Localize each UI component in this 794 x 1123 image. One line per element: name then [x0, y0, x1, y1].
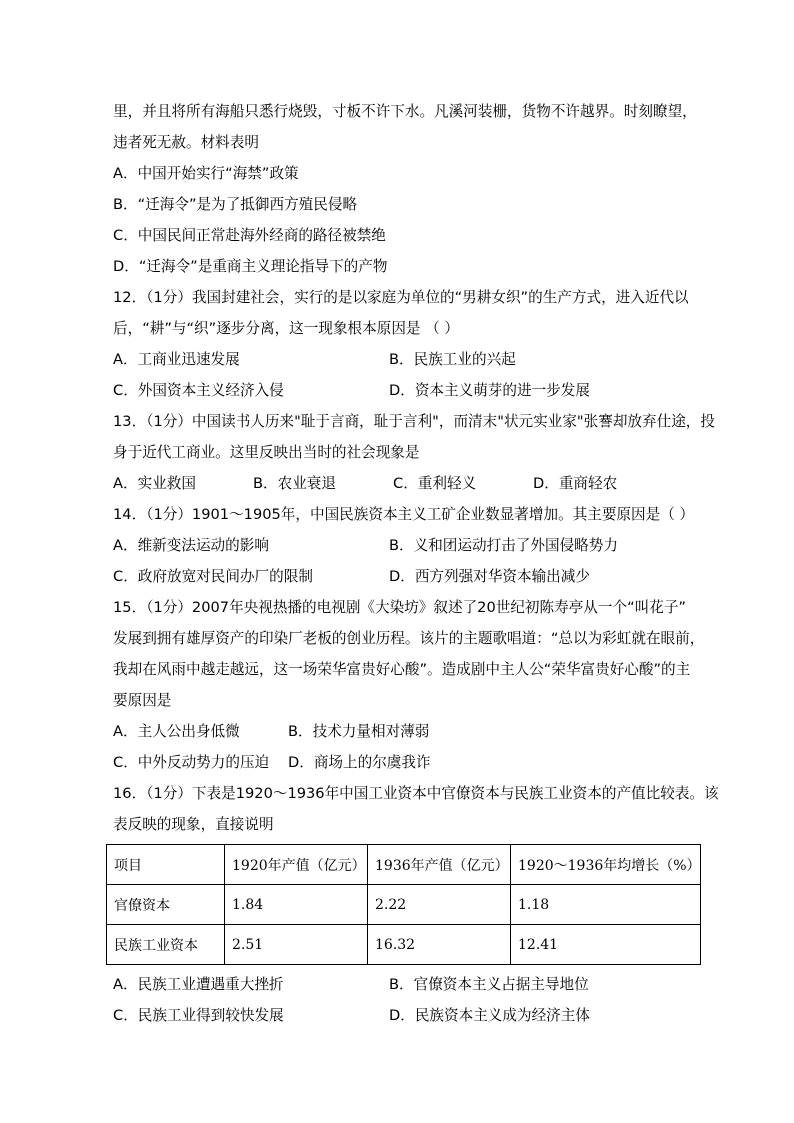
option-b: B．技术力量相对薄弱: [288, 723, 430, 740]
option-d: D．西方列强对华资本输出减少: [389, 568, 590, 585]
question-stem-line: 发展到拥有雄厚资产的印染厂老板的创业历程。该片的主题歌唱道：“总以为彩虹就在眼前，: [113, 630, 705, 647]
option-row: [113, 530, 703, 561]
option-b: B．“迁海令”是为了抵御西方殖民侵略: [113, 196, 358, 213]
option-c: C．中外反动势力的压迫: [113, 754, 270, 771]
option-row: [113, 344, 703, 375]
table-header-cell: 1920年产值（亿元）: [225, 845, 368, 885]
option-b: B．农业衰退: [253, 475, 336, 492]
table-header-cell: 项目: [107, 845, 225, 885]
option-a: A．工商业迅速发展: [113, 351, 240, 368]
table-cell: 2.22: [368, 885, 511, 925]
option-a: A．主人公出身低微: [113, 723, 240, 740]
question-stem-line: 违者死无赦。材料表明: [113, 134, 259, 151]
option-c: C．民族工业得到较快发展: [113, 1007, 284, 1024]
option-d: D．资本主义萌芽的进一步发展: [389, 382, 590, 399]
exam-page: [113, 96, 719, 1031]
table-cell: 1.18: [511, 885, 701, 925]
option-a: A．维新变法运动的影响: [113, 537, 269, 554]
question-stem-line: 里，并且将所有海船只悉行烧毁，寸板不许下水。凡溪河装栅，货物不许越界。时刻瞭望，: [113, 103, 697, 120]
option-d: D．民族资本主义成为经济主体: [389, 1007, 590, 1024]
table-header-row: [107, 845, 701, 885]
option-row: [113, 468, 703, 499]
table-cell: 12.41: [511, 925, 701, 965]
table-header-cell: 1920～1936年均增长（%）: [511, 845, 701, 885]
option-c: C．外国资本主义经济入侵: [113, 382, 284, 399]
table-row: [107, 925, 701, 965]
question-16: [113, 778, 719, 1031]
option-b: B．义和团运动打击了外国侵略势力: [389, 537, 618, 554]
option-row: [113, 1000, 703, 1031]
option-a: A．民族工业遭遇重大挫折: [113, 976, 284, 993]
option-row: [113, 561, 703, 592]
table-header-cell: 1936年产值（亿元）: [368, 845, 511, 885]
option-d: D．重商轻农: [533, 475, 618, 492]
option-b: B．民族工业的兴起: [389, 351, 516, 368]
question-14: [113, 499, 703, 592]
table-cell: 2.51: [225, 925, 368, 965]
table-cell: 1.84: [225, 885, 368, 925]
option-row: [113, 716, 703, 747]
question-13: [113, 406, 715, 499]
question-stem-line: 16．（1分）下表是1920～1936年中国工业资本中官僚资本与民族工业资本的产值比较表。该: [113, 785, 719, 802]
question-stem-line: 13．（1分）中国读书人历来"耻于言商，耻于言利"，而清末"状元实业家"张謇却放弃仕途，投: [113, 413, 715, 430]
table-cell: 16.32: [368, 925, 511, 965]
option-d: D．商场上的尔虞我诈: [288, 754, 431, 771]
question-stem-line: 后，“耕”与“织”逐步分离，这一现象根本原因是 （ ）: [113, 320, 459, 337]
option-row: [113, 747, 703, 778]
option-d: D．“迁海令”是重商主义理论指导下的产物: [113, 258, 388, 275]
question-stem-line: 我却在风雨中越走越远，这一场荣华富贵好心酸”。造成剧中主人公“荣华富贵好心酸”的主: [113, 661, 691, 678]
table-cell: 官僚资本: [107, 885, 225, 925]
table-cell: 民族工业资本: [107, 925, 225, 965]
question-11: [113, 96, 703, 282]
capital-comparison-table: [106, 844, 701, 965]
question-15: [113, 592, 703, 778]
question-stem-line: 14．（1分）1901～1905年，中国民族资本主义工矿企业数显著增加。其主要原因是（ ）: [113, 506, 695, 523]
option-a: A．实业救国: [113, 475, 196, 492]
option-a: A．中国开始实行“海禁”政策: [113, 165, 299, 182]
option-c: C．重利轻义: [393, 475, 477, 492]
question-stem-line: 12．（1分）我国封建社会，实行的是以家庭为单位的“男耕女织”的生产方式，进入近代以: [113, 289, 689, 306]
option-row: [113, 375, 703, 406]
question-stem-line: 要原因是: [113, 692, 172, 709]
question-stem-line: 15．（1分）2007年央视热播的电视剧《大染坊》叙述了20世纪初陈寿亭从一个“叫花子”: [113, 599, 686, 616]
question-stem-line: 表反映的现象，直接说明: [113, 816, 274, 833]
question-12: [113, 282, 703, 406]
option-c: C．政府放宽对民间办厂的限制: [113, 568, 313, 585]
option-b: B．官僚资本主义占据主导地位: [389, 976, 589, 993]
option-row: [113, 969, 703, 1000]
option-c: C．中国民间正常赴海外经商的路径被禁绝: [113, 227, 386, 244]
question-stem-line: 身于近代工商业。这里反映出当时的社会现象是: [113, 444, 420, 461]
table-row: [107, 885, 701, 925]
